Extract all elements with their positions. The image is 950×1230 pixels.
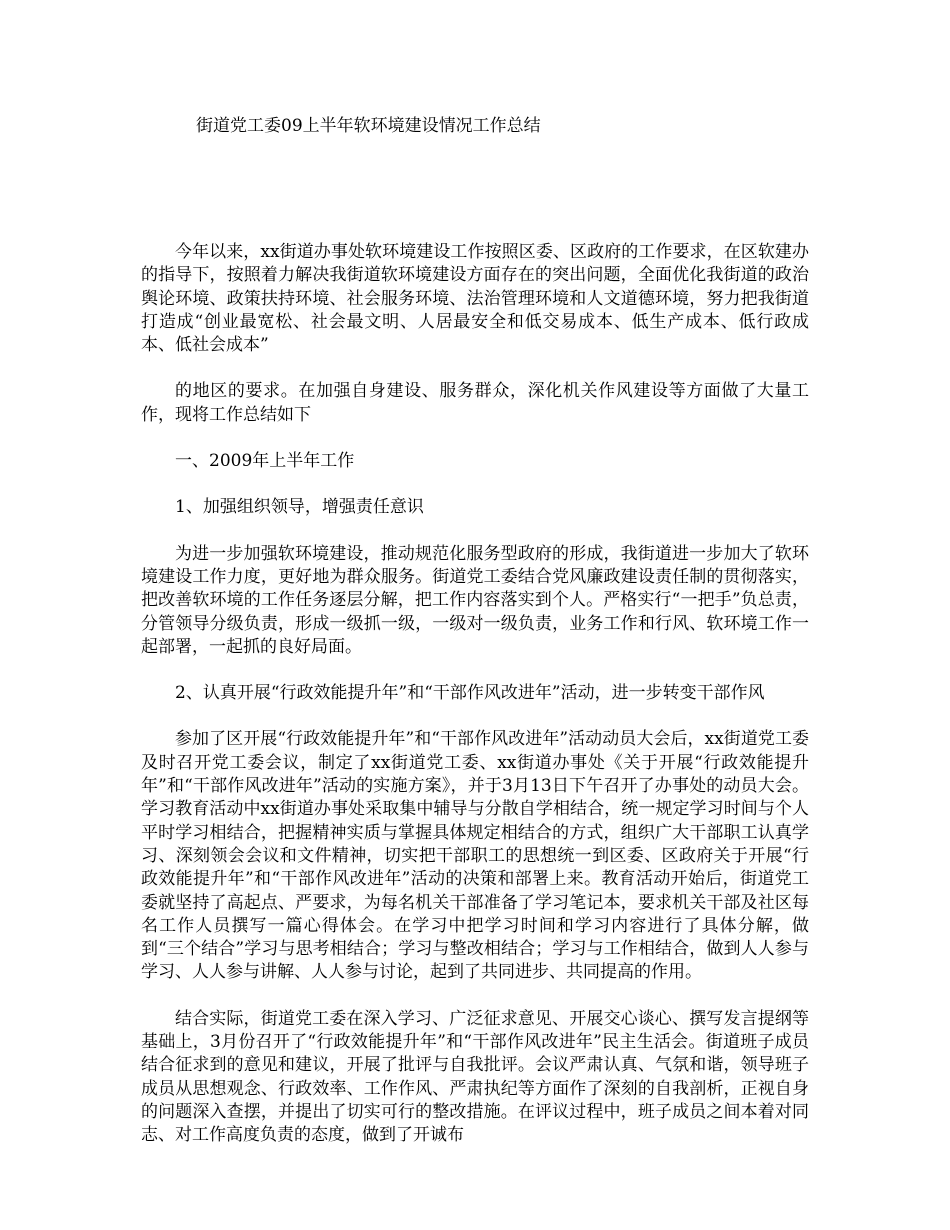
paragraph-campaign: 参加了区开展“行政效能提升年”和“干部作风改进年”活动动员大会后，xx街道党工委及时召开党工委会议，制定了xx街道党工委、xx街道办事处《关于开展“行政效能提升年”和“干部作风改进年”活动的实施方案》，并于3月13日下午召开了办事处的动员大会。学习教育活动中xx街道办事处采取集中辅导与分散自学相结合，统一规定学习时间与个人平时学习相结合，把握精神实质与掌握具体规定相结合的方式，组织广大干部职工认真学习、深刻领会会议和文件精神，切实把干部职工的思想统一到区委、区政府关于开展“行政效能提升年”和“干部作风改进年”活动的决策和部署上来。教育活动开始后，街道党工委就坚持了高起点、严要求，为每名机关干部准备了学习笔记本，要求机关干部及社区每名工作人员撰写一篇心得体会。在学习中把学习时间和学习内容进行了具体分解，做到“三个结合”学习与思考相结合；学习与整改相结合；学习与工作相结合，做到人人参与学习、人人参与讲解、人人参与讨论，起到了共同进步、共同提高的作用。 [141, 729, 809, 983]
paragraph-democratic-meeting: 结合实际，街道党工委在深入学习、广泛征求意见、开展交心谈心、撰写发言提纲等基础上，3月份召开了“行政效能提升年”和“干部作风改进年”民主生活会。街道班子成员结合征求到的意见和建议，开展了批评与自我批评。会议严肃认真、气氛和谐，领导班子成员从思想观念、行政效率、工作作风、严肃执纪等方面作了深刻的自我剖析，正视自身的问题深入查摆，并提出了切实可行的整改措施。在评议过程中，班子成员之间本着对同志、对工作高度负责的态度，做到了开诚布 [141, 1008, 809, 1146]
section-heading-h1-2009: 一、2009年上半年工作 [175, 451, 355, 472]
document-body [141, 241, 809, 1171]
paragraph-organization: 为进一步加强软环境建设，推动规范化服务型政府的形成，我街道进一步加大了软环境建设工作力度，更好地为群众服务。街道党工委结合党风廉政建设责任制的贯彻落实，把改善软环境的工作任务逐层分解，把工作内容落实到个人。严格实行“一把手”负总责，分管领导分级负责，形成一级抓一级，一级对一级负责，业务工作和行风、软环境工作一起部署，一起抓的良好局面。 [141, 543, 809, 657]
paragraph-intro-continued: 的地区的要求。在加强自身建设、服务群众，深化机关作风建设等方面做了大量工作，现将工作总结如下 [141, 381, 809, 425]
paragraph-intro: 今年以来，xx街道办事处软环境建设工作按照区委、区政府的工作要求，在区软建办的指导下，按照着力解决我街道软环境建设方面存在的突出问题，全面优化我街道的政治舆论环境、政策扶持环境、社会服务环境、法治管理环境和人文道德环境，努力把我街道打造成“创业最宽松、社会最文明、人居最安全和低交易成本、低生产成本、低行政成本、低社会成本” [141, 242, 809, 356]
subsection-heading-1: 1、加强组织领导，增强责任意识 [175, 497, 424, 518]
document-title: 街道党工委09上半年软环境建设情况工作总结 [196, 116, 541, 136]
subsection-heading-2: 2、认真开展“行政效能提升年”和“干部作风改进年”活动，进一步转变干部作风 [175, 683, 765, 704]
